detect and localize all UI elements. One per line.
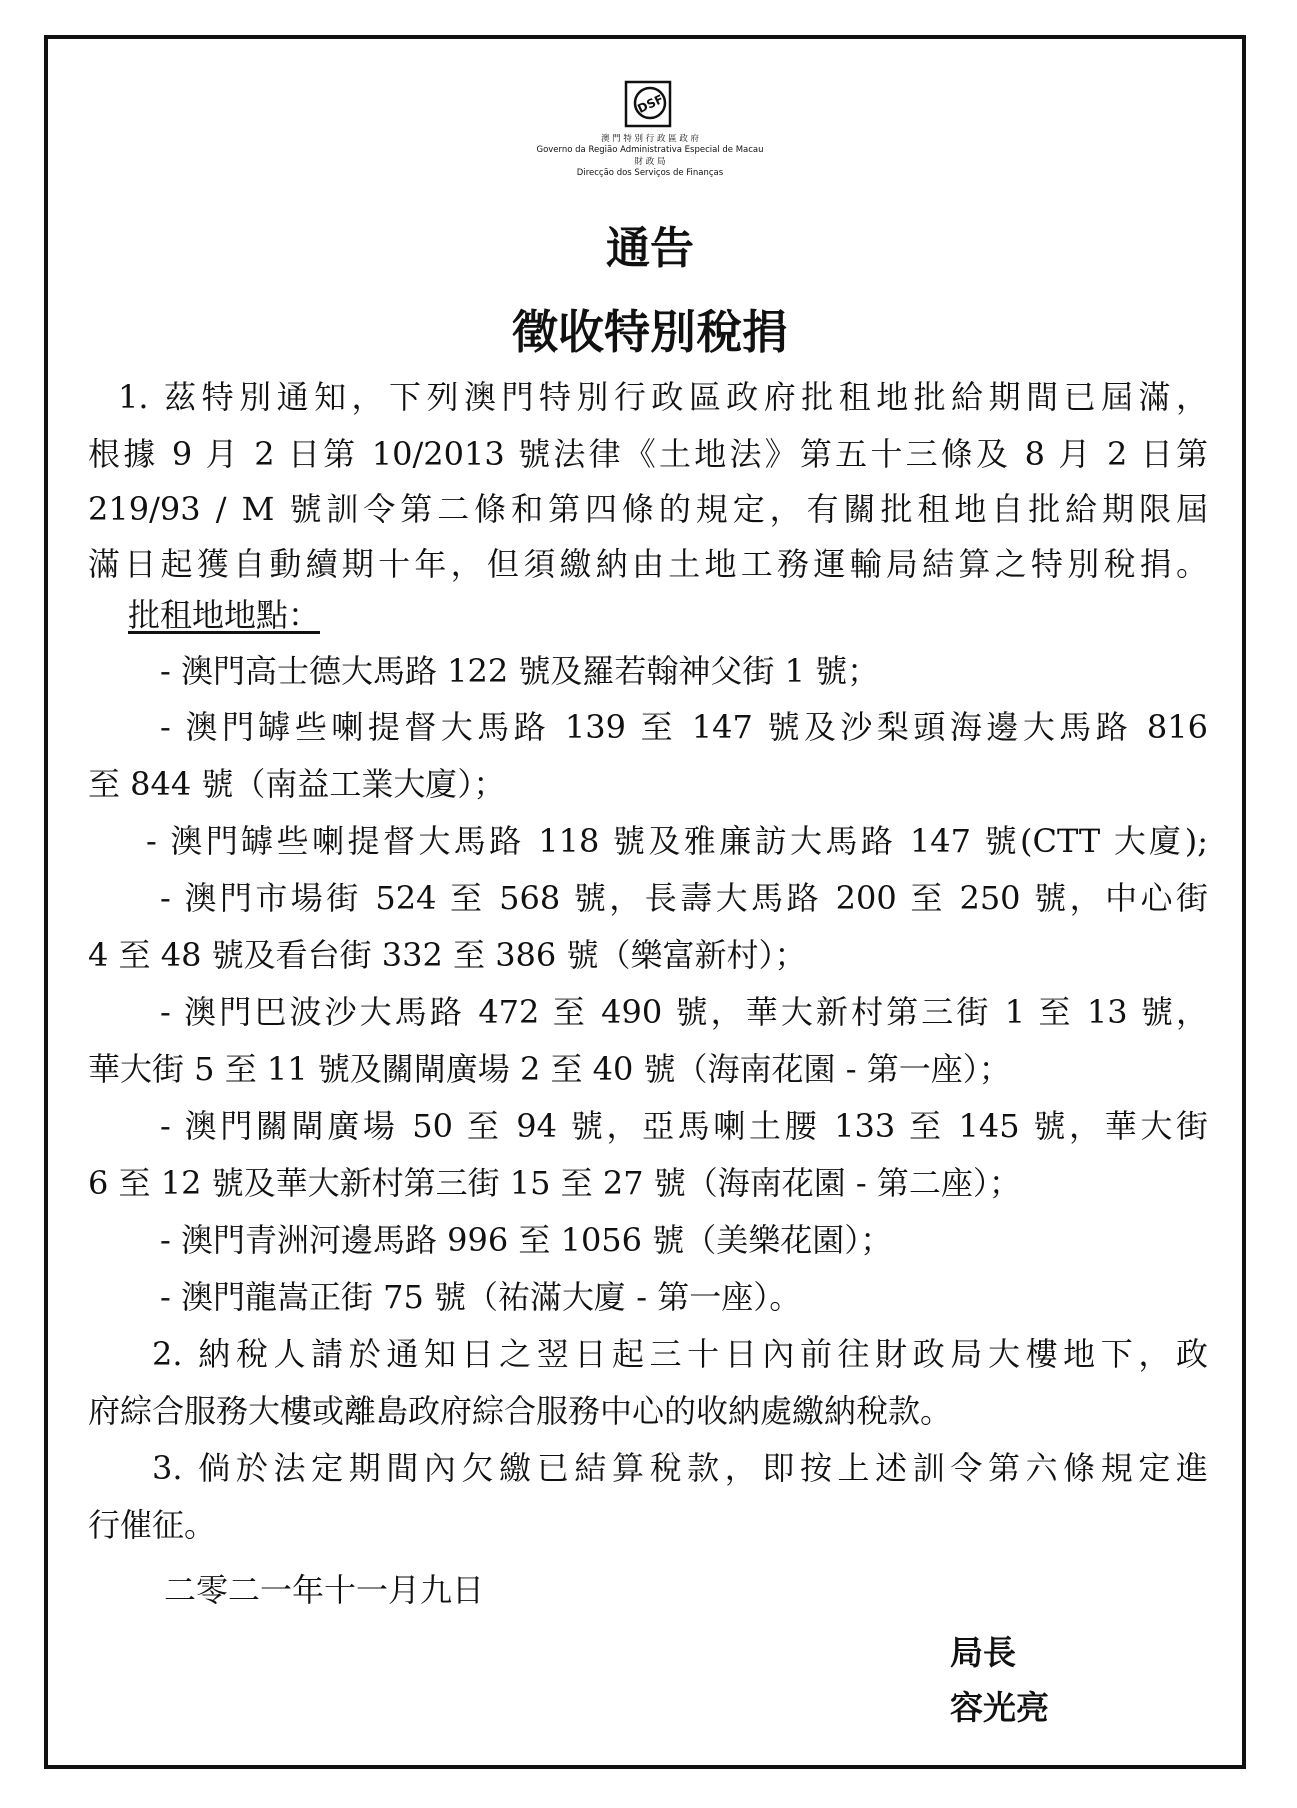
dsf-logo-icon <box>622 78 674 130</box>
location-5-line2: 華大街 5 至 11 號及關閘廣場 2 至 40 號（海南花園 - 第一座）； <box>88 1050 1011 1088</box>
para1-line1: 1. 茲特別通知，下列澳門特別行政區政府批租地批給期間已屆滿， <box>118 378 1208 416</box>
para3-line2: 行催征。 <box>88 1506 217 1544</box>
location-6-line2: 6 至 12 號及華大新村第三街 15 至 27 號（海南花園 - 第二座）； <box>88 1164 1021 1202</box>
signature-position: 局長 <box>950 1633 1016 1672</box>
para2-line2: 府綜合服務大樓或離島政府綜合服務中心的收納處繳納稅款。 <box>88 1392 953 1430</box>
location-4-line2: 4 至 48 號及看台街 332 至 386 號（樂富新村）； <box>88 936 807 974</box>
notice-subtitle: 徵收特別稅捐 <box>512 305 788 359</box>
location-5-line1: - 澳門巴波沙大馬路 472 至 490 號，華大新村第三街 1 至 13 號， <box>160 993 1208 1031</box>
location-1: - 澳門高士德大馬路 122 號及羅若翰神父街 1 號； <box>160 652 880 690</box>
para1-line3: 219/93 / M 號訓令第二條和第四條的規定，有關批租地自批給期限屆 <box>88 490 1208 528</box>
location-8: - 澳門龍嵩正街 75 號（祐滿大廈 - 第一座）。 <box>160 1278 802 1316</box>
location-6-line1: - 澳門關閘廣場 50 至 94 號，亞馬喇土腰 133 至 145 號，華大街 <box>160 1107 1208 1145</box>
header-dept-pt: Direcção dos Serviços de Finanças <box>576 168 724 178</box>
locations-heading: 批租地地點： <box>128 596 321 634</box>
signature-name: 容光亮 <box>950 1688 1049 1727</box>
para1-line2: 根據 9 月 2 日第 10/2013 號法律《土地法》第五十三條及 8 月 2 日第 <box>88 435 1208 473</box>
logo-text: DSF <box>635 91 666 116</box>
para3-line1: 3. 倘於法定期間內欠繳已結算稅款，即按上述訓令第六條規定進 <box>152 1449 1208 1487</box>
para2-line1: 2. 納稅人請於通知日之翌日起三十日內前往財政局大樓地下，政 <box>152 1335 1208 1373</box>
location-3: - 澳門罅些喇提督大馬路 118 號及雅廉訪大馬路 147 號(CTT 大廈); <box>146 822 1208 860</box>
header-gov-zh: 澳 門 特 別 行 政 區 政 府 <box>600 134 700 144</box>
notice-date: 二零二一年十一月九日 <box>164 1571 485 1609</box>
location-2-line1: - 澳門罅些喇提督大馬路 139 至 147 號及沙梨頭海邊大馬路 816 <box>160 708 1208 746</box>
notice-title: 通告 <box>606 223 694 274</box>
para1-line4: 滿日起獲自動續期十年，但須繳納由土地工務運輸局結算之特別稅捐。 <box>88 545 1208 583</box>
location-7: - 澳門青洲河邊馬路 996 至 1056 號（美樂花園）； <box>160 1221 893 1259</box>
location-4-line1: - 澳門市場街 524 至 568 號，長壽大馬路 200 至 250 號，中心街 <box>160 879 1208 917</box>
location-2-line2: 至 844 號（南益工業大廈）； <box>88 765 506 803</box>
header-dept-zh: 財 政 局 <box>634 157 666 167</box>
header-gov-pt: Governo da Região Administrativa Especial de Macau <box>536 145 764 155</box>
